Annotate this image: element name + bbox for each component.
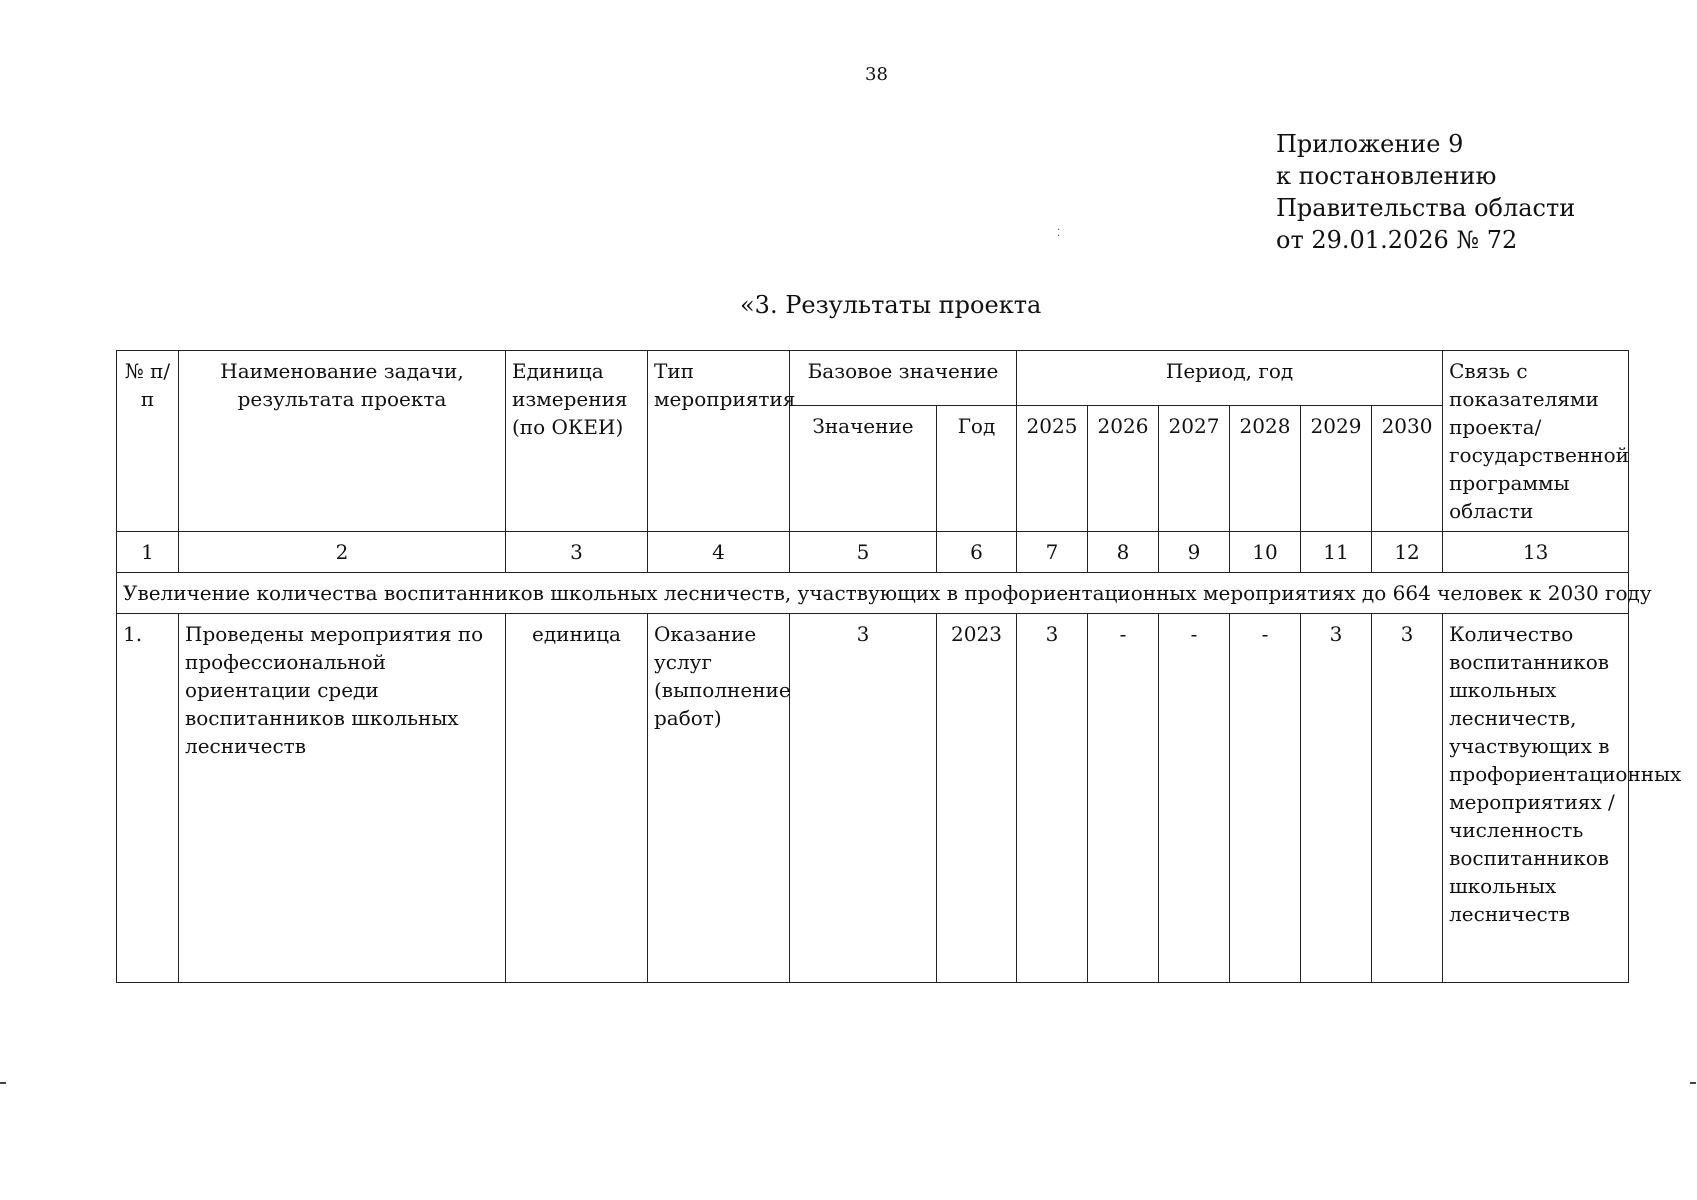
appendix-line-3: Правительства области bbox=[1276, 194, 1576, 222]
row-2026: - bbox=[1088, 614, 1159, 983]
header-link: Связь с показателями проекта/государственной программы области bbox=[1443, 351, 1629, 532]
col-index: 13 bbox=[1443, 532, 1629, 573]
header-base-year: Год bbox=[937, 405, 1017, 531]
header-base: Базовое значение bbox=[790, 351, 1017, 406]
col-index: 7 bbox=[1017, 532, 1088, 573]
header-year-2030: 2030 bbox=[1372, 405, 1443, 531]
row-2027: - bbox=[1159, 614, 1230, 983]
col-index: 2 bbox=[179, 532, 506, 573]
table-row bbox=[117, 614, 1629, 983]
col-index: 11 bbox=[1301, 532, 1372, 573]
col-index: 5 bbox=[790, 532, 937, 573]
row-2030: 3 bbox=[1372, 614, 1443, 983]
edge-mark-left bbox=[0, 1082, 6, 1084]
goal-text: Увеличение количества воспитанников школьных лесничеств, участвующих в профориентационных мероприятиях до 664 человек к 2030 году bbox=[117, 573, 1629, 614]
results-table bbox=[116, 350, 1682, 983]
col-index: 8 bbox=[1088, 532, 1159, 573]
header-year-2028: 2028 bbox=[1230, 405, 1301, 531]
header-num: № п/п bbox=[117, 351, 179, 532]
row-link: Количество воспитанников школьных лесничеств, участвующих в профориентационных мероприятиях /численность воспитанников школьных лесничеств bbox=[1443, 614, 1629, 983]
header-year-2027: 2027 bbox=[1159, 405, 1230, 531]
row-2025: 3 bbox=[1017, 614, 1088, 983]
header-type: Тип мероприятия bbox=[648, 351, 790, 532]
section-title: «3. Результаты проекта bbox=[740, 291, 1042, 319]
appendix-line-1: Приложение 9 bbox=[1276, 130, 1464, 158]
col-index: 10 bbox=[1230, 532, 1301, 573]
row-base-value: 3 bbox=[790, 614, 937, 983]
scan-speck: ⁚ bbox=[1057, 228, 1061, 239]
appendix-line-2: к постановлению bbox=[1276, 162, 1497, 190]
header-unit: Единица измерения (по ОКЕИ) bbox=[506, 351, 648, 532]
appendix-block bbox=[1276, 128, 1575, 256]
row-name: Проведены мероприятия по профессиональной ориентации среди воспитанников школьных лесничеств bbox=[179, 614, 506, 983]
header-year-2029: 2029 bbox=[1301, 405, 1372, 531]
col-index: 12 bbox=[1372, 532, 1443, 573]
row-unit: единица bbox=[506, 614, 648, 983]
header-base-value: Значение bbox=[790, 405, 937, 531]
row-type: Оказание услуг (выполнение работ) bbox=[648, 614, 790, 983]
header-period: Период, год bbox=[1017, 351, 1443, 406]
col-index: 6 bbox=[937, 532, 1017, 573]
header-year-2026: 2026 bbox=[1088, 405, 1159, 531]
goal-row bbox=[117, 573, 1629, 614]
col-index: 1 bbox=[117, 532, 179, 573]
row-2029: 3 bbox=[1301, 614, 1372, 983]
row-2028: - bbox=[1230, 614, 1301, 983]
col-index: 3 bbox=[506, 532, 648, 573]
appendix-line-4: от 29.01.2026 № 72 bbox=[1276, 226, 1518, 254]
row-base-year: 2023 bbox=[937, 614, 1017, 983]
col-index: 9 bbox=[1159, 532, 1230, 573]
edge-mark-right bbox=[1690, 1082, 1696, 1084]
col-index: 4 bbox=[648, 532, 790, 573]
page-number: 38 bbox=[865, 64, 888, 85]
row-num: 1. bbox=[117, 614, 179, 983]
header-year-2025: 2025 bbox=[1017, 405, 1088, 531]
column-index-row bbox=[117, 532, 1629, 573]
header-name: Наименование задачи, результата проекта bbox=[179, 351, 506, 532]
header-row bbox=[117, 351, 1629, 406]
